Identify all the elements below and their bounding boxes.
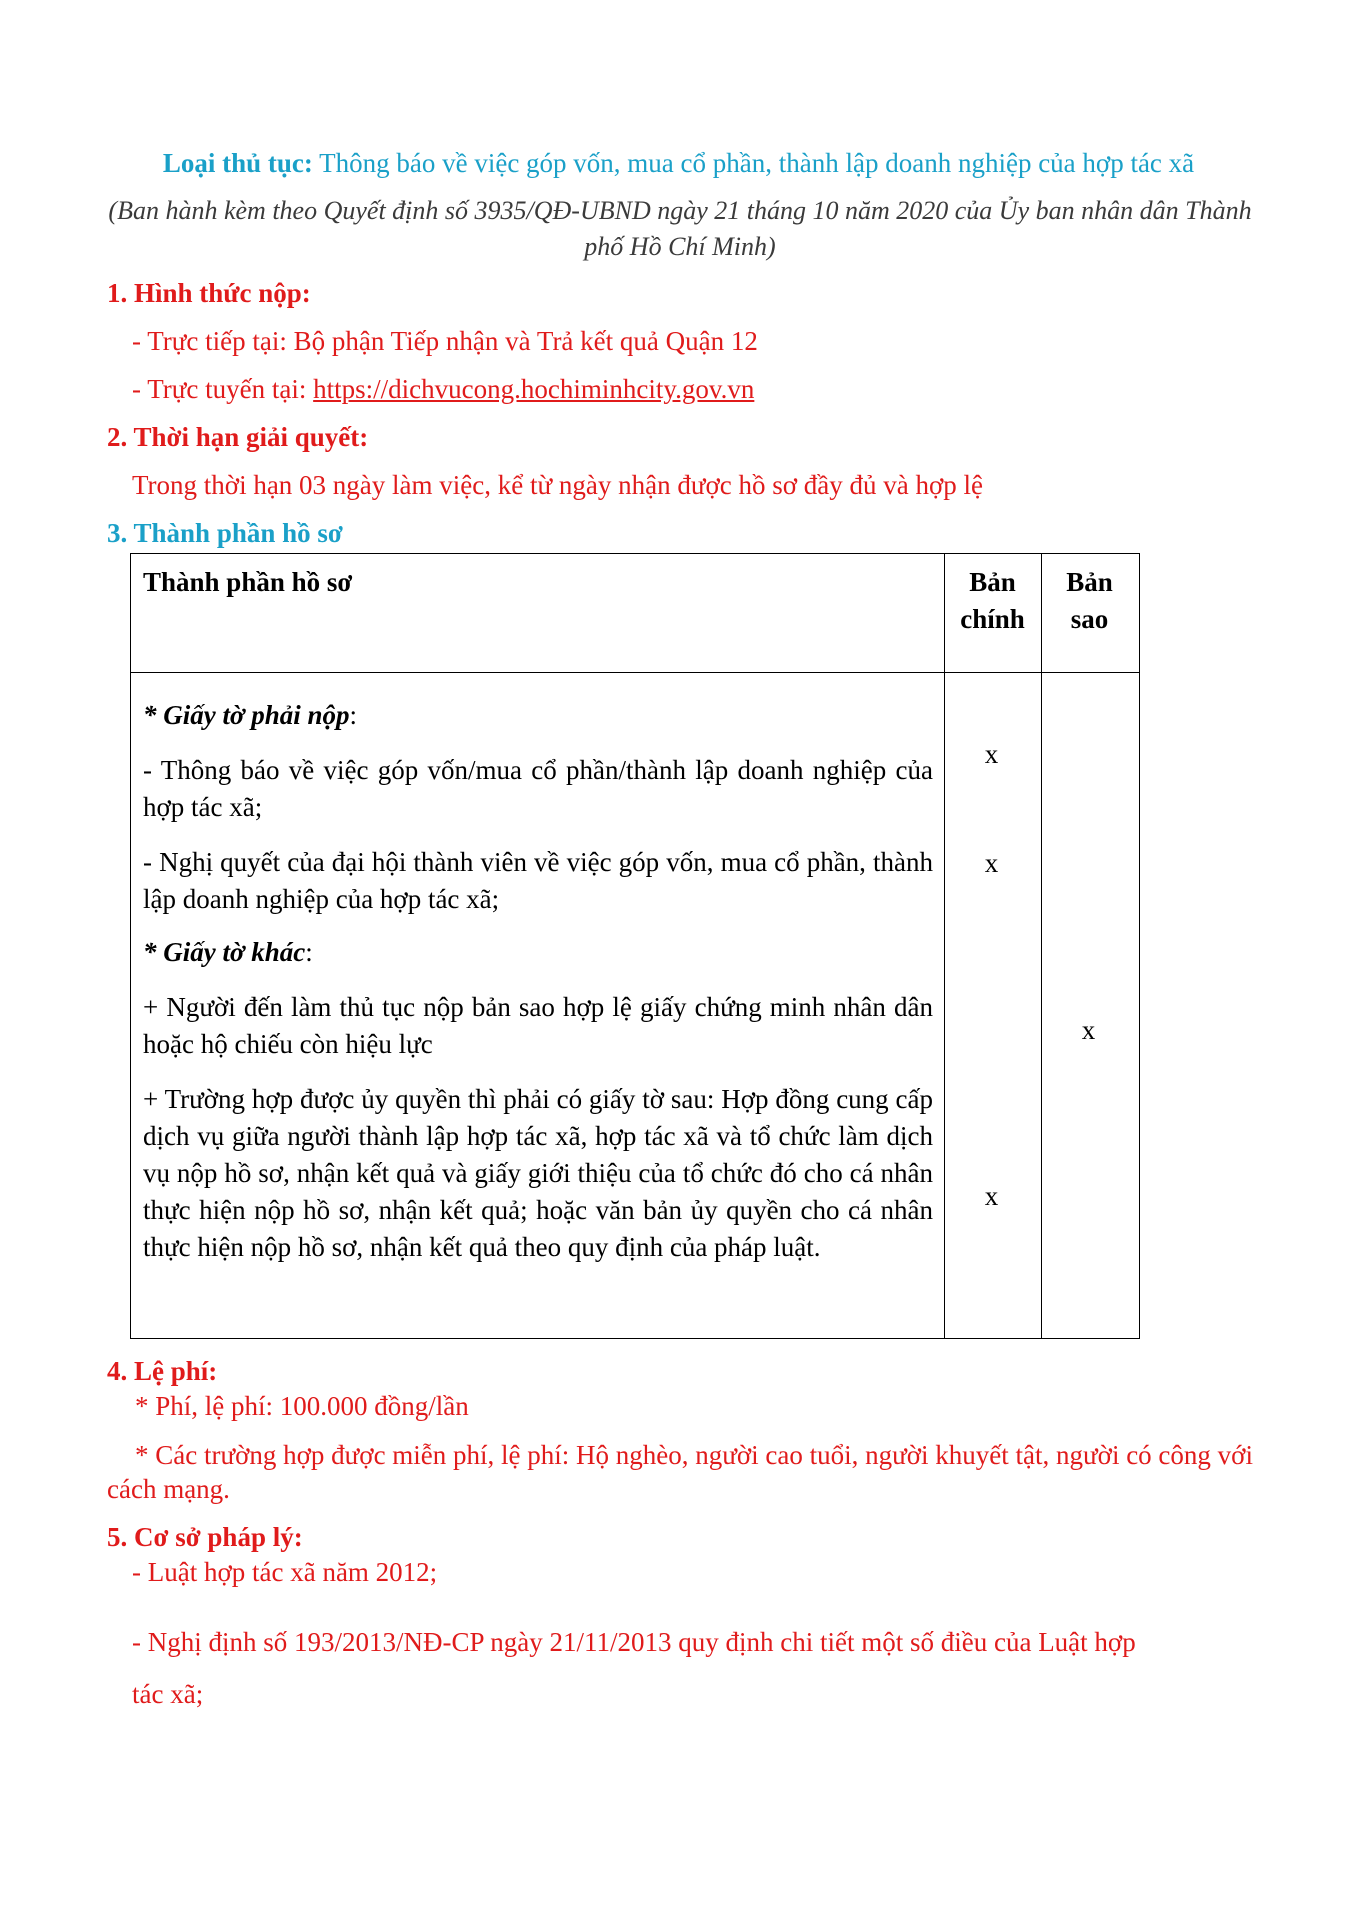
fee-amount: * Phí, lệ phí: 100.000 đồng/lần bbox=[135, 1391, 469, 1421]
section1-heading: 1. Hình thức nộp: bbox=[107, 278, 311, 308]
section5-heading: 5. Cơ sở pháp lý: bbox=[107, 1522, 303, 1552]
required-docs-colon: : bbox=[349, 700, 358, 730]
procedure-name: Thông báo về việc góp vốn, mua cổ phần, thành lập doanh nghiệp của hợp tác xã bbox=[319, 148, 1195, 178]
doc-item-authorization: + Trường hợp được ủy quyền thì phải có giấy tờ sau: Hợp đồng cung cấp dịch vụ giữa người thành lập hợp tác xã, hợp tác xã và tổ chức làm dịch vụ nộp hồ sơ, nhận kết quả và giấy giới thiệu của tổ chức đó cho cá nhân thực hiện nộp hồ sơ, nhận kết quả; hoặc văn bản ủy quyền cho cá nhân thực hiện nộp hồ sơ, nhận kết quả theo quy định của pháp luật. bbox=[143, 1084, 933, 1262]
submit-direct: - Trực tiếp tại: Bộ phận Tiếp nhận và Trả kết quả Quận 12 bbox=[132, 326, 758, 356]
col-header-copy-line1: Bản bbox=[1066, 567, 1113, 597]
issued-note: (Ban hành kèm theo Quyết định số 3935/QĐ-UBND ngày 21 tháng 10 năm 2020 của Ủy ban nhân dân Thành phố Hồ Chí Minh) bbox=[108, 196, 1252, 261]
required-docs-heading bbox=[143, 697, 357, 734]
col-header-original-line2: chính bbox=[960, 604, 1025, 634]
procedure-label: Loại thủ tục: bbox=[162, 148, 313, 178]
submit-online bbox=[132, 374, 754, 405]
submit-online-prefix: - Trực tuyến tại: bbox=[132, 374, 314, 404]
fee-exemption: * Các trường hợp được miễn phí, lệ phí: Hộ nghèo, người cao tuổi, người khuyết tật, người có công với cách mạng. bbox=[107, 1440, 1253, 1504]
col-header-original-line1: Bản bbox=[969, 567, 1016, 597]
header-divider bbox=[131, 672, 1139, 673]
legal-decree-line2: tác xã; bbox=[132, 1679, 204, 1709]
other-docs-colon: : bbox=[305, 937, 313, 967]
legal-decree-line1: - Nghị định số 193/2013/NĐ-CP ngày 21/11/2013 quy định chi tiết một số điều của Luật hợp bbox=[132, 1627, 1136, 1657]
doc-item-authorization-original-mark: x bbox=[984, 1181, 999, 1211]
section4-heading: 4. Lệ phí: bbox=[107, 1356, 218, 1386]
col-header-copy-line2: sao bbox=[1070, 604, 1109, 634]
other-docs-label: * Giấy tờ khác bbox=[143, 937, 306, 967]
col-header-original bbox=[944, 564, 1041, 638]
online-portal-link[interactable]: https://dichvucong.hochiminhcity.gov.vn bbox=[313, 374, 755, 404]
dossier-table bbox=[130, 553, 1140, 1339]
col-header-copy bbox=[1041, 564, 1138, 638]
section3-heading: 3. Thành phần hồ sơ bbox=[107, 518, 343, 548]
legal-law: - Luật hợp tác xã năm 2012; bbox=[132, 1557, 438, 1587]
doc-item-resolution: - Nghị quyết của đại hội thành viên về việc góp vốn, mua cổ phần, thành lập doanh nghiệp của hợp tác xã; bbox=[143, 847, 933, 914]
doc-item-notice: - Thông báo về việc góp vốn/mua cổ phần/thành lập doanh nghiệp của hợp tác xã; bbox=[143, 755, 933, 822]
doc-item-notice-original-mark: x bbox=[984, 739, 999, 769]
processing-time: Trong thời hạn 03 ngày làm việc, kể từ ngày nhận được hồ sơ đầy đủ và hợp lệ bbox=[132, 470, 983, 500]
doc-item-id-copy-mark: x bbox=[1081, 1015, 1096, 1045]
required-docs-label: * Giấy tờ phải nộp bbox=[143, 700, 350, 730]
doc-item-id-copy: + Người đến làm thủ tục nộp bản sao hợp lệ giấy chứng minh nhân dân hoặc hộ chiếu còn hiệu lực bbox=[143, 992, 933, 1059]
other-docs-heading bbox=[143, 934, 313, 971]
section2-heading: 2. Thời hạn giải quyết: bbox=[107, 422, 369, 452]
procedure-title bbox=[0, 148, 1357, 179]
doc-item-resolution-original-mark: x bbox=[984, 848, 999, 878]
col-header-document: Thành phần hồ sơ bbox=[143, 567, 353, 597]
